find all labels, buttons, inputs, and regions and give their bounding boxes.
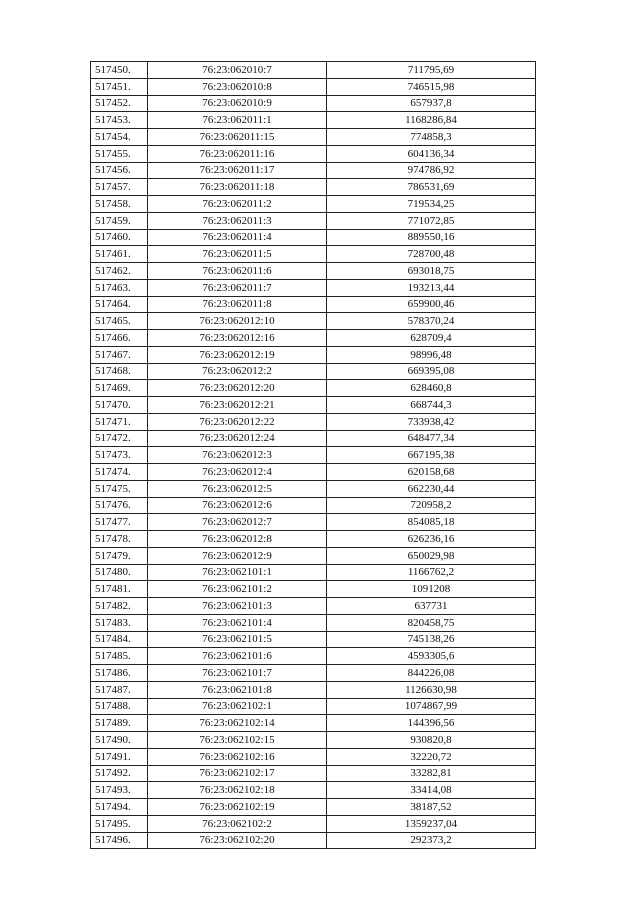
cadastral-number-cell: 76:23:062012:7 [148,514,327,531]
cadastral-value-cell: 719534,25 [327,196,536,213]
cadastral-value-cell: 745138,26 [327,631,536,648]
table-row [91,665,536,682]
cadastral-value-cell: 669395,08 [327,363,536,380]
row-number-cell: 517459. [91,212,148,229]
cadastral-value-cell: 578370,24 [327,313,536,330]
table-row [91,279,536,296]
table-row [91,564,536,581]
cadastral-number-cell: 76:23:062102:17 [148,765,327,782]
cadastral-number-cell: 76:23:062011:7 [148,279,327,296]
cadastral-number-cell: 76:23:062012:10 [148,313,327,330]
cadastral-value-cell: 1166762,2 [327,564,536,581]
cadastral-value-cell: 33414,08 [327,782,536,799]
table-body [91,62,536,849]
cadastral-number-cell: 76:23:062011:6 [148,263,327,280]
cadastral-number-cell: 76:23:062101:5 [148,631,327,648]
table-row [91,547,536,564]
table-row [91,631,536,648]
table-row [91,229,536,246]
cadastral-number-cell: 76:23:062010:8 [148,78,327,95]
row-number-cell: 517463. [91,279,148,296]
table-row [91,263,536,280]
cadastral-number-cell: 76:23:062011:17 [148,162,327,179]
row-number-cell: 517494. [91,799,148,816]
row-number-cell: 517468. [91,363,148,380]
table-row [91,681,536,698]
cadastral-number-cell: 76:23:062012:6 [148,497,327,514]
cadastral-number-cell: 76:23:062012:19 [148,346,327,363]
row-number-cell: 517455. [91,145,148,162]
row-number-cell: 517481. [91,581,148,598]
table-row [91,62,536,79]
row-number-cell: 517462. [91,263,148,280]
cadastral-value-cell: 628709,4 [327,330,536,347]
cadastral-value-cell: 974786,92 [327,162,536,179]
cadastral-number-cell: 76:23:062102:14 [148,715,327,732]
row-number-cell: 517452. [91,95,148,112]
cadastral-value-cell: 626236,16 [327,531,536,548]
cadastral-value-cell: 844226,08 [327,665,536,682]
table-row [91,129,536,146]
row-number-cell: 517476. [91,497,148,514]
table-row [91,346,536,363]
cadastral-number-cell: 76:23:062012:20 [148,380,327,397]
cadastral-value-cell: 711795,69 [327,62,536,79]
cadastral-number-cell: 76:23:062012:4 [148,464,327,481]
row-number-cell: 517478. [91,531,148,548]
row-number-cell: 517471. [91,413,148,430]
cadastral-value-cell: 193213,44 [327,279,536,296]
cadastral-value-cell: 1074867,99 [327,698,536,715]
cadastral-number-cell: 76:23:062010:7 [148,62,327,79]
cadastral-number-cell: 76:23:062102:1 [148,698,327,715]
row-number-cell: 517495. [91,815,148,832]
table-row [91,748,536,765]
table-row [91,514,536,531]
cadastral-number-cell: 76:23:062011:16 [148,145,327,162]
table-row [91,145,536,162]
table-row [91,296,536,313]
cadastral-value-cell: 930820,8 [327,732,536,749]
cadastral-number-cell: 76:23:062012:16 [148,330,327,347]
cadastral-value-cell: 693018,75 [327,263,536,280]
row-number-cell: 517454. [91,129,148,146]
cadastral-value-cell: 668744,3 [327,397,536,414]
table-row [91,480,536,497]
cadastral-number-cell: 76:23:062012:5 [148,480,327,497]
table-row [91,799,536,816]
row-number-cell: 517457. [91,179,148,196]
cadastral-value-cell: 628460,8 [327,380,536,397]
cadastral-value-cell: 657937,8 [327,95,536,112]
row-number-cell: 517456. [91,162,148,179]
cadastral-number-cell: 76:23:062012:2 [148,363,327,380]
row-number-cell: 517461. [91,246,148,263]
table-row [91,531,536,548]
table-row [91,112,536,129]
cadastral-number-cell: 76:23:062102:15 [148,732,327,749]
row-number-cell: 517482. [91,598,148,615]
cadastral-value-cell: 771072,85 [327,212,536,229]
row-number-cell: 517477. [91,514,148,531]
table-row [91,212,536,229]
cadastral-value-cell: 659900,46 [327,296,536,313]
cadastral-number-cell: 76:23:062101:2 [148,581,327,598]
table-row [91,715,536,732]
cadastral-number-cell: 76:23:062011:1 [148,112,327,129]
table-row [91,196,536,213]
cadastral-number-cell: 76:23:062010:9 [148,95,327,112]
cadastral-value-cell: 1126630,98 [327,681,536,698]
cadastral-value-cell: 889550,16 [327,229,536,246]
table-row [91,330,536,347]
cadastral-value-cell: 292373,2 [327,832,536,849]
row-number-cell: 517491. [91,748,148,765]
row-number-cell: 517488. [91,698,148,715]
cadastral-value-cell: 728700,48 [327,246,536,263]
cadastral-number-cell: 76:23:062101:8 [148,681,327,698]
cadastral-value-cell: 774858,3 [327,129,536,146]
cadastral-number-cell: 76:23:062011:8 [148,296,327,313]
cadastral-value-cell: 650029,98 [327,547,536,564]
cadastral-value-cell: 662230,44 [327,480,536,497]
table-row [91,698,536,715]
cadastral-number-cell: 76:23:062011:18 [148,179,327,196]
cadastral-number-cell: 76:23:062101:1 [148,564,327,581]
cadastral-number-cell: 76:23:062102:16 [148,748,327,765]
row-number-cell: 517460. [91,229,148,246]
cadastral-value-cell: 786531,69 [327,179,536,196]
cadastral-value-cell: 33282,81 [327,765,536,782]
row-number-cell: 517485. [91,648,148,665]
cadastral-value-cell: 720958,2 [327,497,536,514]
row-number-cell: 517470. [91,397,148,414]
table-row [91,78,536,95]
cadastral-value-cell: 38187,52 [327,799,536,816]
row-number-cell: 517473. [91,447,148,464]
cadastral-value-cell: 1168286,84 [327,112,536,129]
cadastral-value-cell: 854085,18 [327,514,536,531]
cadastral-number-cell: 76:23:062101:3 [148,598,327,615]
row-number-cell: 517480. [91,564,148,581]
table-row [91,430,536,447]
row-number-cell: 517475. [91,480,148,497]
cadastral-value-cell: 733938,42 [327,413,536,430]
cadastral-value-cell: 4593305,6 [327,648,536,665]
row-number-cell: 517458. [91,196,148,213]
row-number-cell: 517490. [91,732,148,749]
table-row [91,413,536,430]
table-row [91,598,536,615]
row-number-cell: 517469. [91,380,148,397]
table-row [91,497,536,514]
table-row [91,397,536,414]
cadastral-number-cell: 76:23:062102:2 [148,815,327,832]
table-row [91,832,536,849]
cadastral-value-cell: 746515,98 [327,78,536,95]
cadastral-number-cell: 76:23:062012:3 [148,447,327,464]
cadastral-value-cell: 1359237,04 [327,815,536,832]
cadastral-value-cell: 144396,56 [327,715,536,732]
table-row [91,648,536,665]
table-row [91,313,536,330]
row-number-cell: 517489. [91,715,148,732]
row-number-cell: 517479. [91,547,148,564]
cadastral-number-cell: 76:23:062012:22 [148,413,327,430]
cadastral-number-cell: 76:23:062011:3 [148,212,327,229]
table-row [91,447,536,464]
cadastral-number-cell: 76:23:062101:6 [148,648,327,665]
cadastral-number-cell: 76:23:062101:7 [148,665,327,682]
cadastral-value-cell: 604136,34 [327,145,536,162]
table-row [91,95,536,112]
cadastral-value-cell: 98996,48 [327,346,536,363]
table-row [91,614,536,631]
row-number-cell: 517474. [91,464,148,481]
row-number-cell: 517496. [91,832,148,849]
row-number-cell: 517484. [91,631,148,648]
cadastral-value-cell: 32220,72 [327,748,536,765]
cadastral-number-cell: 76:23:062011:2 [148,196,327,213]
row-number-cell: 517492. [91,765,148,782]
cadastral-value-cell: 667195,38 [327,447,536,464]
table-row [91,246,536,263]
cadastral-number-cell: 76:23:062011:5 [148,246,327,263]
row-number-cell: 517453. [91,112,148,129]
row-number-cell: 517483. [91,614,148,631]
cadastral-number-cell: 76:23:062102:20 [148,832,327,849]
row-number-cell: 517467. [91,346,148,363]
cadastral-value-cell: 820458,75 [327,614,536,631]
table-row [91,732,536,749]
cadastral-number-cell: 76:23:062012:9 [148,547,327,564]
cadastral-number-cell: 76:23:062012:21 [148,397,327,414]
cadastral-value-table [90,61,536,849]
table-row [91,782,536,799]
row-number-cell: 517450. [91,62,148,79]
cadastral-number-cell: 76:23:062011:15 [148,129,327,146]
table-row [91,765,536,782]
table-row [91,464,536,481]
cadastral-number-cell: 76:23:062102:18 [148,782,327,799]
table-row [91,815,536,832]
cadastral-value-cell: 620158,68 [327,464,536,481]
table-row [91,162,536,179]
cadastral-number-cell: 76:23:062012:8 [148,531,327,548]
cadastral-value-cell: 637731 [327,598,536,615]
row-number-cell: 517472. [91,430,148,447]
table-row [91,380,536,397]
row-number-cell: 517493. [91,782,148,799]
cadastral-number-cell: 76:23:062101:4 [148,614,327,631]
row-number-cell: 517464. [91,296,148,313]
cadastral-number-cell: 76:23:062011:4 [148,229,327,246]
table-row [91,179,536,196]
row-number-cell: 517487. [91,681,148,698]
table-row [91,581,536,598]
row-number-cell: 517486. [91,665,148,682]
row-number-cell: 517466. [91,330,148,347]
cadastral-value-cell: 1091208 [327,581,536,598]
cadastral-value-cell: 648477,34 [327,430,536,447]
cadastral-number-cell: 76:23:062102:19 [148,799,327,816]
row-number-cell: 517451. [91,78,148,95]
cadastral-number-cell: 76:23:062012:24 [148,430,327,447]
table-row [91,363,536,380]
row-number-cell: 517465. [91,313,148,330]
